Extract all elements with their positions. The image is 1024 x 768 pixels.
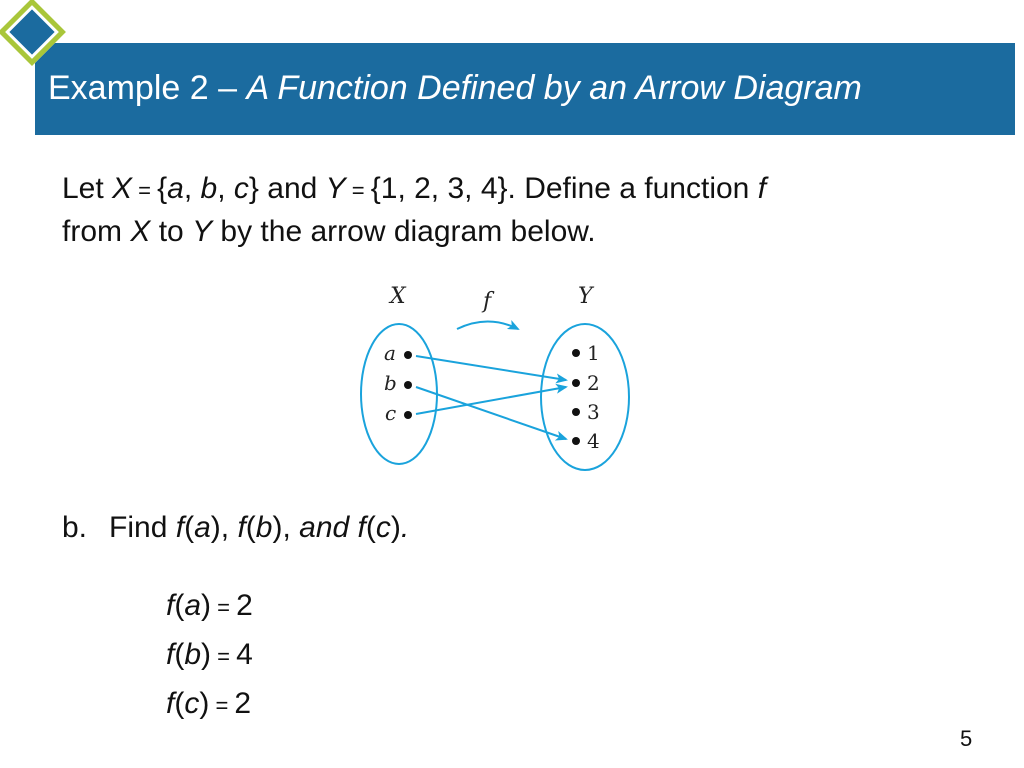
title-main: A Function Defined by an Arrow Diagram <box>246 69 862 107</box>
codomain-element-1: 1 <box>587 341 600 365</box>
domain-dot-c <box>404 411 412 419</box>
answer-f: f <box>166 589 175 622</box>
codomain-dot-2 <box>572 379 580 387</box>
function-label: f <box>483 289 492 314</box>
answer-eq: = <box>211 644 237 669</box>
intro-to: to <box>150 215 193 248</box>
intro-rest: by the arrow diagram below. <box>212 215 596 248</box>
intro-setX: {a, b, c} <box>157 172 259 205</box>
codomain-label: Y <box>578 284 593 309</box>
intro-X: X <box>112 172 133 205</box>
codomain-element-4: 4 <box>587 429 600 453</box>
answer-arg: c <box>184 687 200 720</box>
answer-f: f <box>166 687 175 720</box>
codomain-dot-1 <box>572 349 580 357</box>
question-comma1: , <box>220 511 238 544</box>
question-and: and <box>299 511 358 544</box>
domain-ellipse <box>361 324 437 464</box>
answer-close: ) <box>199 687 210 720</box>
intro-eq2: = <box>345 178 371 203</box>
question-period: . <box>400 511 410 544</box>
question-b <box>62 507 409 549</box>
codomain-element-3: 3 <box>587 400 600 424</box>
answer-value: 4 <box>236 638 253 671</box>
intro-and: and <box>258 172 326 205</box>
answer-f: f <box>166 638 175 671</box>
intro-let: Let <box>62 172 113 205</box>
codomain-ellipse <box>541 324 629 470</box>
question-marker: b. <box>62 511 88 544</box>
page-number: 5 <box>960 726 973 751</box>
domain-element-b: b <box>384 371 397 395</box>
answer-arg: a <box>184 589 202 622</box>
answer-close: ) <box>201 638 212 671</box>
domain-dot-b <box>404 381 412 389</box>
question-fc: f(c) <box>357 511 401 544</box>
intro-f: f <box>757 172 767 205</box>
answer-open: ( <box>174 638 185 671</box>
mapping-arrow-c-to-2 <box>416 387 566 414</box>
answer-value: 2 <box>234 687 252 720</box>
answer-arg: b <box>184 638 202 671</box>
intro-Y: Y <box>325 172 346 205</box>
answer-close: ) <box>201 589 212 622</box>
answer-eq: = <box>211 595 237 620</box>
domain-element-c: c <box>385 401 397 425</box>
answer-open: ( <box>174 589 185 622</box>
function-arrow <box>457 322 518 330</box>
answer-fa <box>166 586 253 628</box>
domain-element-a: a <box>384 341 396 365</box>
codomain-element-2: 2 <box>587 371 600 395</box>
intro-setY: {1, 2, 3, 4}. Define a function <box>370 172 758 205</box>
question-find: Find <box>109 511 176 544</box>
codomain-dot-4 <box>572 437 580 445</box>
title-prefix: Example 2 – <box>48 69 247 107</box>
intro-Y2: Y <box>192 215 213 248</box>
answer-fb <box>166 635 253 677</box>
question-fb: f(b) <box>237 511 283 544</box>
question-fa: f(a) <box>175 511 221 544</box>
domain-dot-a <box>404 351 412 359</box>
intro-from: from <box>62 215 131 248</box>
domain-label: X <box>390 284 406 309</box>
answer-fc <box>166 684 251 726</box>
mapping-arrow-b-to-4 <box>416 387 566 439</box>
codomain-dot-3 <box>572 408 580 416</box>
intro-eq1: = <box>132 178 158 203</box>
intro-X2: X <box>130 215 151 248</box>
answer-open: ( <box>174 687 185 720</box>
answer-value: 2 <box>236 589 253 622</box>
question-comma2: , <box>282 511 300 544</box>
answer-eq: = <box>209 693 235 718</box>
